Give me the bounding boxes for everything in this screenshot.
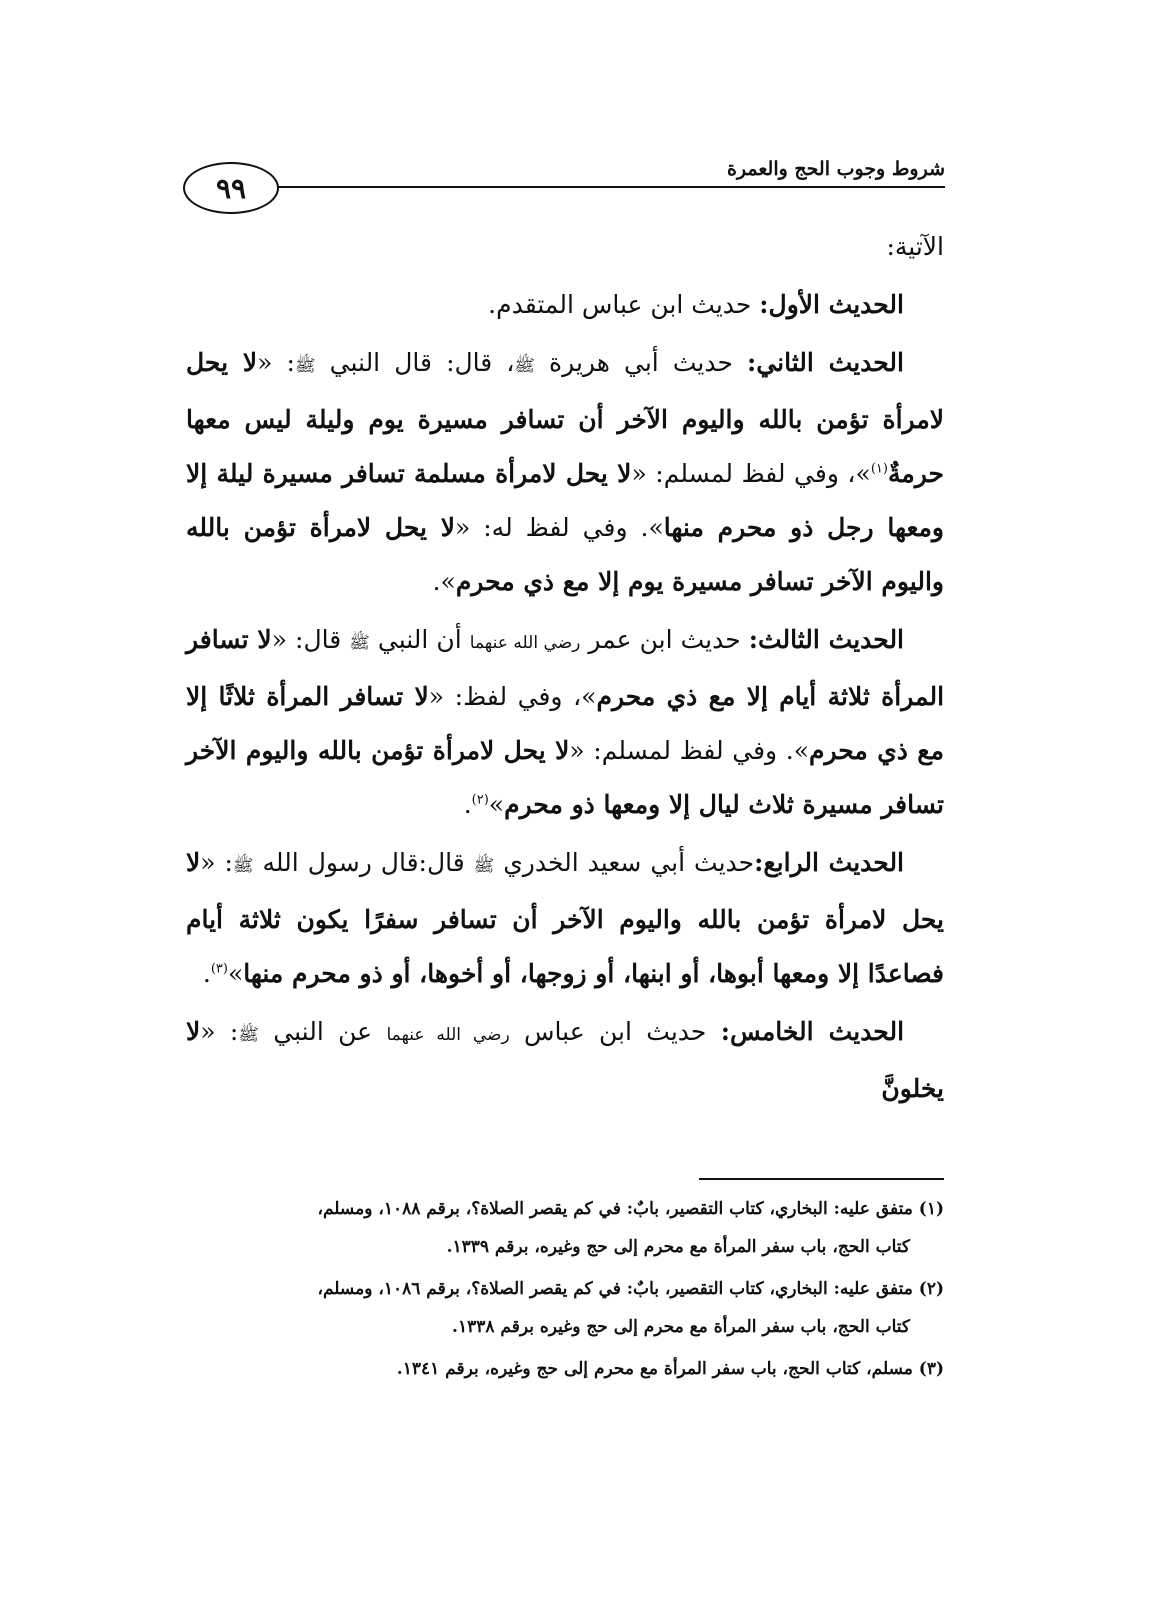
footnote-1 xyxy=(186,1190,944,1266)
hadith-3 xyxy=(186,613,944,832)
hadith-3-text: أن النبي xyxy=(369,625,470,654)
hadith-4-lead: الحديث الرابع: xyxy=(754,848,905,877)
hadith-3-quote: لا تسافر المرأة ثلاثًا إلا مع ذي محرم xyxy=(186,682,945,765)
honorific-mark: ﷺ xyxy=(349,633,370,653)
hadith-5-text: عن النبي xyxy=(258,1017,387,1046)
hadith-1-lead: الحديث الأول: xyxy=(759,290,904,319)
hadith-3-text: قال: « xyxy=(271,625,350,654)
hadith-3-lead: الحديث الثالث: xyxy=(748,625,905,654)
footnote-divider xyxy=(699,1178,944,1180)
honorific-mark: رضي الله عنهما xyxy=(386,1025,510,1045)
honorific-mark: ﷺ xyxy=(232,856,254,876)
footnote-ref-1[interactable]: (١) xyxy=(870,461,888,477)
hadith-5 xyxy=(186,1005,944,1116)
hadith-5-lead: الحديث الخامس: xyxy=(720,1017,905,1046)
honorific-mark: رضي الله عنهما xyxy=(469,633,581,653)
hadith-2-text: »، وفي لفظ لمسلم: « xyxy=(631,459,871,488)
footnote-2-line1: (٢) متفق عليه: البخاري، كتاب التقصير، بابٌ: في كم يقصر الصلاة؟، برقم ١٠٨٦، ومسلم، xyxy=(317,1279,944,1299)
hadith-2-text: ». وفي لفظ له: « xyxy=(454,513,664,542)
hadith-2-text: : « xyxy=(257,348,295,377)
hadith-4-text: » xyxy=(227,959,244,988)
hadith-4-text: : « xyxy=(200,848,233,877)
page-number: ٩٩ xyxy=(183,162,279,214)
hadith-5-text: : « xyxy=(200,1017,239,1046)
hadith-4-text: قال:قال رسول الله xyxy=(253,848,474,877)
honorific-mark: ﷺ xyxy=(238,1025,259,1045)
hadith-1-text: حديث ابن عباس المتقدم. xyxy=(488,290,760,319)
hadith-2-text: ، قال: قال النبي xyxy=(315,348,515,377)
hadith-4-text: . xyxy=(202,959,211,988)
hadith-3-text: ». وفي لفظ لمسلم: « xyxy=(569,736,810,765)
hadith-2-quote: لا يحل لامرأة تؤمن بالله واليوم الآخر أن تسافر مسيرة يوم وليلة ليس معها حرمةٌ xyxy=(186,348,944,488)
intro-line: الآتية: xyxy=(886,232,944,261)
hadith-3-quote: لا يحل لامرأة تؤمن بالله واليوم الآخر تسافر مسيرة ثلاث ليال إلا ومعها ذو محرم xyxy=(186,736,944,819)
main-text xyxy=(186,220,944,1116)
hadith-5-quote: لا يخلونَّ xyxy=(186,1017,944,1103)
hadith-2-quote: لا يحل لامرأة تؤمن بالله واليوم الآخر تسافر مسيرة يوم إلا مع ذي محرم xyxy=(186,513,944,596)
running-title: شروط وجوب الحج والعمرة xyxy=(726,158,945,180)
hadith-2-lead: الحديث الثاني: xyxy=(747,348,904,377)
hadith-3-text: »، وفي لفظ: « xyxy=(428,682,597,711)
hadith-3-quote: لا تسافر المرأة ثلاثة أيام إلا مع ذي محرم xyxy=(186,625,945,711)
footnote-ref-2[interactable]: (٢) xyxy=(471,792,489,808)
footnote-1-line1: (١) متفق عليه: البخاري، كتاب التقصير، بابٌ: في كم يقصر الصلاة؟، برقم ١٠٨٨، ومسلم، xyxy=(317,1199,944,1219)
hadith-2-quote: لا يحل لامرأة مسلمة تسافر مسيرة ليلة إلا ومعها رجل ذو محرم منها xyxy=(186,459,944,542)
honorific-mark: ﷺ xyxy=(294,356,316,376)
hadith-4 xyxy=(186,836,944,1001)
footnote-3 xyxy=(186,1350,944,1388)
footnote-2-line2: كتاب الحج، باب سفر المرأة مع محرم إلى حج وغيره برقم ١٣٣٨. xyxy=(452,1317,910,1337)
hadith-2 xyxy=(186,336,944,609)
hadith-1 xyxy=(186,278,944,332)
page-header xyxy=(183,156,945,216)
footnote-ref-3[interactable]: (٣) xyxy=(210,961,228,977)
hadith-2-text: حديث أبي هريرة xyxy=(534,348,748,377)
footnotes xyxy=(186,1178,944,1392)
footnote-2 xyxy=(186,1270,944,1346)
hadith-3-text: » xyxy=(488,790,505,819)
footnote-3-line1: (٣) مسلم، كتاب الحج، باب سفر المرأة مع محرم إلى حج وغيره، برقم ١٣٤١. xyxy=(396,1359,944,1379)
hadith-4-text: حديث أبي سعيد الخدري xyxy=(494,848,755,877)
hadith-4-quote: لا يحل لامرأة تؤمن بالله واليوم الآخر أن تسافر سفرًا يكون ثلاثة أيام فصاعدًا إلا ومعها أبوها، أو ابنها، أو زوجها، أو أخوها، أو ذو محرم منها xyxy=(186,848,944,988)
hadith-5-text: حديث ابن عباس xyxy=(509,1017,721,1046)
header-rule xyxy=(255,186,945,188)
honorific-mark: ﷺ xyxy=(473,856,495,876)
footnote-1-line2: كتاب الحج، باب سفر المرأة مع محرم إلى حج وغيره، برقم ١٣٣٩. xyxy=(446,1237,910,1257)
hadith-3-text: . xyxy=(463,790,472,819)
hadith-2-text: ». xyxy=(432,567,456,596)
honorific-mark: ﷺ xyxy=(514,356,535,376)
hadith-3-text: حديث ابن عمر xyxy=(580,625,749,654)
